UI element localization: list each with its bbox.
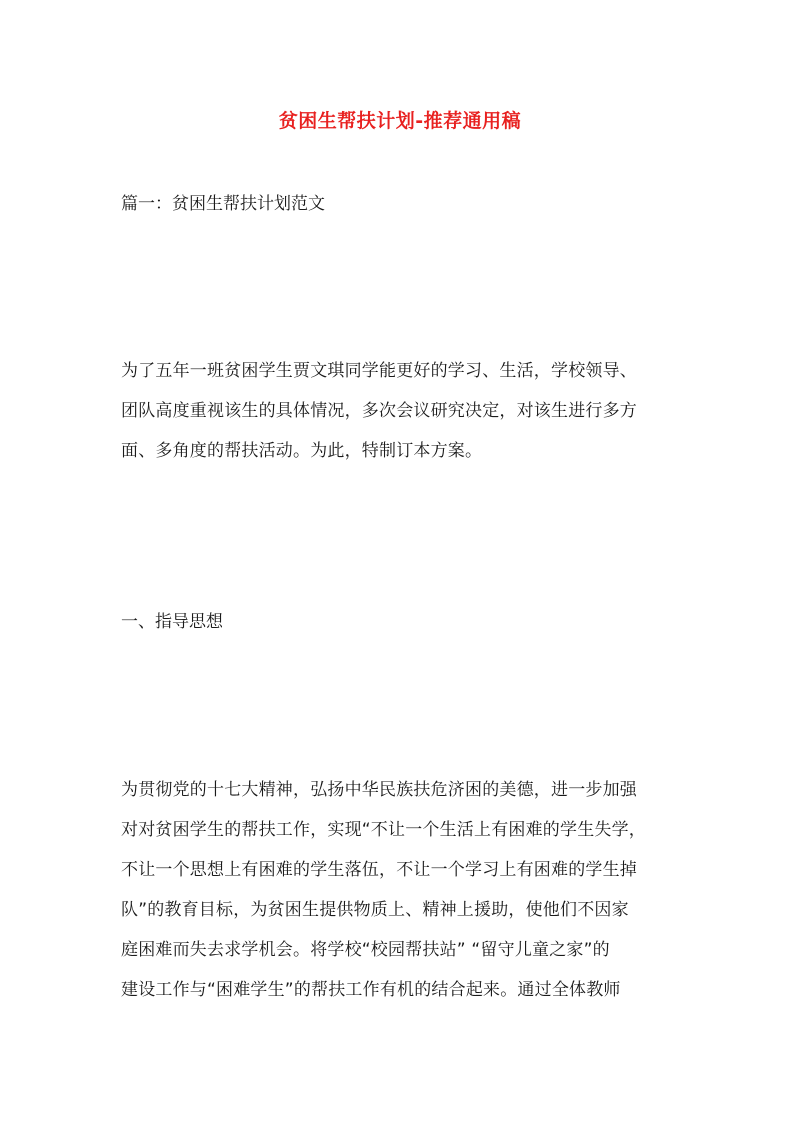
paragraph-line: 面、多角度的帮扶活动。为此，特制订本方案。 [121, 441, 483, 461]
guiding-ideology-paragraph [121, 770, 687, 1010]
document-title: 贫困生帮扶计划-推荐通用稿 [278, 110, 522, 132]
paragraph-line: 队”的教育目标，为贫困生提供物质上、精神上援助，使他们不因家 [121, 900, 629, 920]
paragraph-line: 为贯彻党的十七大精神，弘扬中华民族扶危济困的美德，进一步加强 [121, 780, 637, 800]
section-heading-guiding-ideology: 一、指导思想 [121, 612, 223, 632]
paragraph-line: 建设工作与“困难学生”的帮扶工作有机的结合起来。通过全体教师 [121, 980, 621, 1000]
part-heading: 篇一：贫困生帮扶计划范文 [121, 194, 325, 214]
paragraph-line: 庭困难而失去求学机会。将学校“校园帮扶站” “留守儿童之家”的 [121, 940, 610, 960]
paragraph-line: 团队高度重视该生的具体情况，多次会议研究决定，对该生进行多方 [121, 401, 637, 421]
paragraph-line: 对对贫困学生的帮扶工作，实现“不让一个生活上有困难的学生失学， [121, 820, 647, 840]
paragraph-line: 为了五年一班贫困学生贾文琪同学能更好的学习、生活，学校领导、 [121, 361, 637, 381]
intro-paragraph [121, 351, 687, 471]
paragraph-line: 不让一个思想上有困难的学生落伍，不让一个学习上有困难的学生掉 [121, 860, 637, 880]
